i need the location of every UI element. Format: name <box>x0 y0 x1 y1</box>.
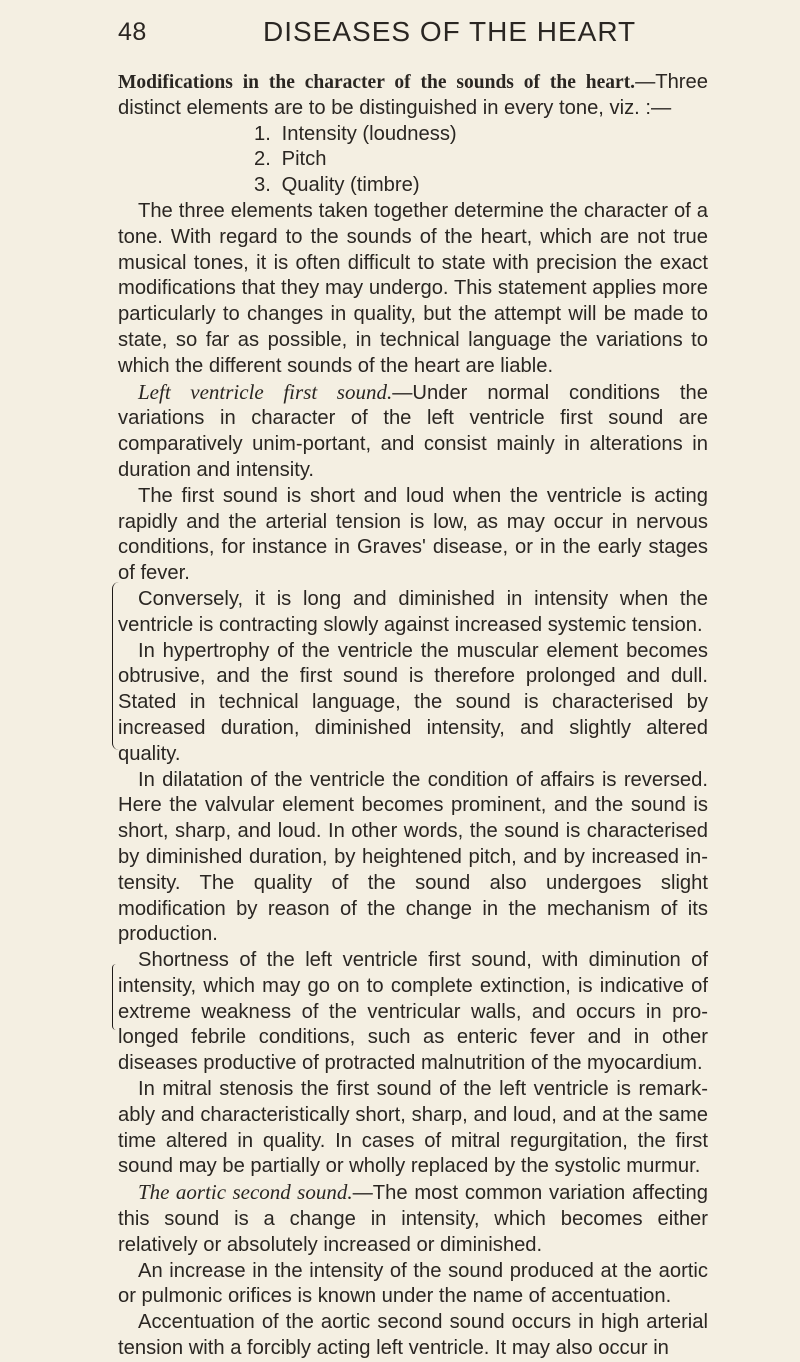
page-number: 48 <box>118 18 147 46</box>
list-number: 1. <box>254 122 271 145</box>
paragraph: Accentuation of the aortic second sound occurs in high arterial tension with a forcibly acting left ventricle. It may also occur in <box>118 1311 708 1360</box>
paragraph: The first sound is short and loud when the ventricle is acting rapidly and the arterial tension is low, as may occur in nervous conditions, for instance in Graves' disease, or in the early stages of fever. <box>118 484 708 585</box>
section-intro: —Three distinct elements are to be distinguished in every tone, viz. :— <box>118 71 708 119</box>
page-header <box>118 14 708 50</box>
subsection-heading: Left ventricle first sound. <box>138 379 393 404</box>
paragraph: In dilatation of the ventricle the condition of affairs is reversed. Here the valvular element becomes prominent, and the sound is short, sharp, and loud. In other words, the sound is characterised by diminished duration, by heightened pitch, and by increased in-tensity. The quality of the sound also undergoes slight modification by reason of the change in the mechanism of its production. <box>118 768 708 946</box>
running-head: DISEASES OF THE HEART <box>263 16 637 47</box>
subsection-heading: The aortic second sound. <box>138 1180 353 1205</box>
list-number: 2. <box>254 148 271 171</box>
paragraph: In mitral stenosis the first sound of the left ventricle is remark-ably and characteristically short, sharp, and loud, and at the same time altered in quality. In cases of mitral regurgitation, the first sound may be partially or wholly replaced by the systolic murmur. <box>118 1078 708 1178</box>
section-opening-paragraph <box>118 70 708 122</box>
subsection-text: —The most common variation affecting this sound is a change in intensity, which becomes either relatively or absolutely increased or diminished. <box>118 1182 708 1256</box>
list-item <box>118 147 708 173</box>
section-heading: Modifications in the character of the sounds of the heart. <box>118 72 636 93</box>
paragraph: Conversely, it is long and diminished in intensity when the ventricle is contracting slowly against increased systemic tension. <box>118 587 708 636</box>
list-item <box>118 173 708 199</box>
page-body <box>118 70 708 1362</box>
paragraph <box>118 1180 708 1258</box>
list-text: Quality (timbre) <box>281 174 420 197</box>
paragraph: Shortness of the left ventricle first sound, with diminution of intensity, which may go on to complete extinction, is indicative of extreme weakness of the ventricular walls, and occurs in pro-longed febrile conditions, such as enteric fever and in other diseases productive of protracted malnutrition of the myocardium. <box>118 949 708 1075</box>
list-text: Intensity (loudness) <box>281 122 457 145</box>
elements-list <box>118 122 708 199</box>
list-number: 3. <box>254 174 271 197</box>
list-item <box>118 122 708 148</box>
paragraph: In hypertrophy of the ventricle the muscular element becomes obtrusive, and the first sound is therefore prolonged and dull. Stated in technical language, the sound is characterised by increased duration, diminished intensity, and slightly altered quality. <box>118 639 708 765</box>
list-text: Pitch <box>281 148 327 171</box>
paragraph: An increase in the intensity of the sound produced at the aortic or pulmonic orifices is known under the name of accentuation. <box>118 1259 708 1308</box>
subsection-text: —Under normal conditions the variations in character of the left ventricle first sound are comparatively unim-portant, and consist mainly in alterations in duration and intensity. <box>118 381 708 481</box>
paragraph: The three elements taken together determine the character of a tone. With regard to the sounds of the heart, which are not true musical tones, it is often difficult to state with precision the exact modifications that they may undergo. This statement applies more particularly to changes in quality, but the attempt will be made to state, so far as possible, in technical language the variations to which the different sounds of the heart are liable. <box>118 199 708 377</box>
paragraph <box>118 380 708 484</box>
